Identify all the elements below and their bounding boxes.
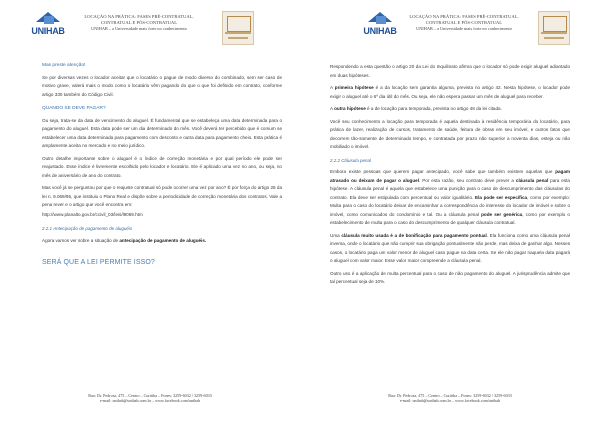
certification-seal-icon [538,11,570,45]
paragraph: Outro uso é a aplicação de multa percentual para o caso de não pagamento do aluguel. A jurisprudência admite que tal percentual seja de 10%. [330,270,570,284]
paragraph: Mas você já se perguntou por que o reajuste contratual só pode ocorrer uma vez por ano? É por força do artigo 28 da lei n. 9.069/95, que instituiu o Plano Real e dispõe sobre a periodicidade de correção monetária dos contratos. Vale a pena rever e o artigo que você encontra em: [42,185,282,207]
paragraph: Embora existe pessoas que querem pagar antecipado, você sabe que também existem aquelas que pagam atrasado ou deixam de pagar o aluguel. Por esta razão, seu contrato deve prever a cláusula penal para esta hipótese. A cláusula penal é aquela que estabelece uma punição para o caso de descumprimento das cláusulas do contrato. Ela deve ser estipulada com percentual ou valor igualitário. Ela pode ser específica, como por exemplo: Multa para o caso do locatário deixar de encaminhar a correspondência do interesse do locador de imóvel e sobre o imóvel, como comunicados do condomínio e tal. Ou a cláusula penal pode ser genérica, como por exemplo o estabelecimento de multa para o caso do descumprimento de qualquer cláusula contratual. [330,169,571,225]
page-footer: Rua: Dr. Pedrosa, 475 – Centro – Curitiba – Fones: 3259-6032 / 3259-6033 e-mail: unihab@unihab.com.br – www.facebook.com/unihab [88,392,212,404]
page-header [300,10,600,50]
paragraph: Outro detalhe importante sobre o aluguel é o índice de correção monetária e por qual período ele pode ser reajustado. Esse índice é livremente escolhido pelo locador e locatário. Ele é aplicado uma vez no ano, ou seja, no mês de aniversário de ano do contrato. [42,155,282,178]
paragraph: Se por diversas vezes o locador aceitar que o locatário o pague de modo diverso do combinado, sem ser caso de motivo grave, valerá mais o modo como o locatário vêm pagando do que o que foi definido em contrato, conforme artigo 330 também do Código Civil. [42,74,282,97]
right-page [300,0,600,424]
paragraph: A outra hipótese é a de locação para temporada, prevista no artigo 48 da lei citada. [330,106,502,111]
header-title: LOCAÇÃO NA PRÁTICA: FASES PRÉ-CONTRATUAL, CONTRATUAL E PÓS-CONTRATUAL UNIHAB – a Universidade mais forte no conhecimento [84,14,194,32]
paragraph: Ou seja, trata-se da data de vencimento do aluguel. É fundamental que se estabeleça uma data determinada para o pagamento do aluguel. Esta data pode ser um dia determinado do mês. Você deverá ter percebido que é comum se estabelecer uma data determinada para pagamento com desconto e outra data para pagamento cheio. Esta prática é amplamente aceita no mercado e no meio jurídico. [42,117,282,148]
law-link[interactable]: http://www.planalto.gov.br/ccivil_03/leis/l9069.htm [42,211,143,217]
left-content [42,62,282,268]
paragraph: Agora vamos ver sobre a situação de antecipação de pagamento de aluguéis. [42,237,207,243]
subsection-title: 2.2.2 Cláusula penal [330,157,372,163]
question-heading: SERÁ QUE A LEI PERMITE ISSO? [42,259,155,266]
section-title: Mas preste atenção! [42,63,86,68]
paragraph: Respondendo a esta questão o artigo 20 da Lei do Inquilinato afirma que o locador só pode exigir aluguel adiantado em duas hipóteses. [330,64,570,78]
certification-seal-icon [222,11,254,45]
page-footer: Rua: Dr. Pedrosa, 475 – Centro – Curitiba – Fones: 3259-6032 / 3259-6033 e-mail: unihab@unihab.com.br – www.facebook.com/unihab [388,392,512,404]
unihab-logo: UNIHAB [362,12,398,44]
unihab-logo: UNIHAB [30,12,66,44]
section-title: QUANDO SE DEVE PAGAR? [42,106,106,111]
paragraph: A primeira hipótese é a da locação sem garantia alguma, prevista no artigo 42. Nesta hipótese, o locador pode exigir o aluguel até o 6º dia útil do mês. Ou seja, ele não espera passar um mês de aluguel para receber. [330,85,571,99]
paragraph: Uma cláusula muito usada é a de bonificação para pagamento pontual. Ela funciona como uma cláusula penal inversa, onde o locatário que não cumprir sua obrigação pontualmente não perde, mas deixa de ganhar algo. Nesses casos, o locatário paga um valor menor de aluguel caso pague na data certa. Se ele não pagar naquela data pagará o aluguel com valor maior. Esse valor maior compreende a cláusula penal. [330,232,570,263]
right-content [330,63,570,291]
page-header [0,10,300,50]
paragraph: Você seu conhecimento a locação para temporada é aquela destinada à residência temporária do locatário, para prática de lazer, realização de cursos, tratamento de saúde, feitura de obras em seu imóvel, e outros fatos que decorrem tão-somente de determinado tempo, e contratada por prazo não superior a noventa dias, esteja ou não mobiliado o imóvel. [330,118,570,149]
header-title: LOCAÇÃO NA PRÁTICA: FASES PRÉ-CONTRATUAL, CONTRATUAL E PÓS-CONTRATUAL UNIHAB – a Universidade mais forte no conhecimento [409,14,519,32]
subsection-title: 2.2.1 Antecipação de pagamento de aluguéis [42,226,133,231]
